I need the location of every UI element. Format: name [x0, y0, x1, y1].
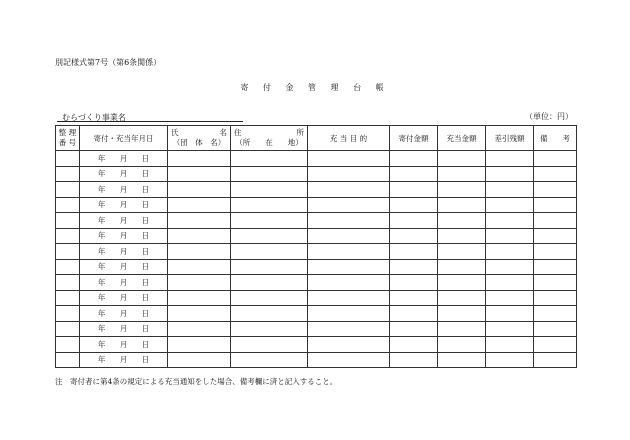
date-cell[interactable]: 年 月 日	[80, 244, 168, 260]
date-cell[interactable]: 年 月 日	[80, 352, 168, 368]
balance-cell[interactable]	[486, 182, 534, 198]
balance-cell[interactable]	[486, 321, 534, 337]
header-address-sub: （所 在 地）	[235, 138, 303, 147]
balance-cell[interactable]	[486, 259, 534, 275]
project-name-label: むらづくり事業名	[62, 113, 126, 122]
number-cell[interactable]	[56, 151, 80, 167]
donation-amount-cell[interactable]	[390, 275, 438, 291]
purpose-cell[interactable]	[308, 259, 390, 275]
name-cell[interactable]	[168, 337, 231, 353]
remarks-cell[interactable]	[534, 290, 577, 306]
table-row	[56, 306, 577, 322]
purpose-cell[interactable]	[308, 228, 390, 244]
number-cell[interactable]	[56, 352, 80, 368]
header-allocated-amount: 充当金額	[438, 126, 486, 151]
name-cell[interactable]	[168, 275, 231, 291]
purpose-cell[interactable]	[308, 166, 390, 182]
purpose-cell[interactable]	[308, 213, 390, 229]
number-cell[interactable]	[56, 166, 80, 182]
remarks-cell[interactable]	[534, 182, 577, 198]
donation-amount-cell[interactable]	[390, 166, 438, 182]
donation-amount-cell[interactable]	[390, 352, 438, 368]
donation-amount-cell[interactable]	[390, 244, 438, 260]
header-address-right: 所	[296, 128, 304, 137]
name-cell[interactable]	[168, 213, 231, 229]
address-cell[interactable]	[231, 151, 308, 167]
header-number-top: 整 理	[58, 128, 77, 137]
remarks-cell[interactable]	[534, 259, 577, 275]
remarks-cell[interactable]	[534, 244, 577, 260]
date-cell[interactable]: 年 月 日	[80, 290, 168, 306]
balance-cell[interactable]	[486, 166, 534, 182]
date-cell[interactable]: 年 月 日	[80, 151, 168, 167]
name-cell[interactable]	[168, 259, 231, 275]
address-cell[interactable]	[231, 337, 308, 353]
unit-label: （単位：円）	[525, 112, 573, 121]
purpose-cell[interactable]	[308, 290, 390, 306]
date-cell[interactable]: 年 月 日	[80, 182, 168, 198]
remarks-cell[interactable]	[534, 228, 577, 244]
header-number-bottom: 番 号	[58, 138, 77, 147]
address-cell[interactable]	[231, 182, 308, 198]
name-cell[interactable]	[168, 166, 231, 182]
balance-cell[interactable]	[486, 352, 534, 368]
donation-amount-cell[interactable]	[390, 306, 438, 322]
header-name	[168, 126, 231, 151]
address-cell[interactable]	[231, 306, 308, 322]
number-cell[interactable]	[56, 306, 80, 322]
date-cell[interactable]: 年 月 日	[80, 166, 168, 182]
number-cell[interactable]	[56, 259, 80, 275]
allocated-amount-cell[interactable]	[438, 259, 486, 275]
address-cell[interactable]	[231, 290, 308, 306]
remarks-cell[interactable]	[534, 275, 577, 291]
balance-cell[interactable]	[486, 244, 534, 260]
name-cell[interactable]	[168, 228, 231, 244]
name-cell[interactable]	[168, 197, 231, 213]
balance-cell[interactable]	[486, 228, 534, 244]
form-number-label: 別記様式第7号（第6条関係）	[55, 58, 162, 67]
table-row	[56, 352, 577, 368]
date-cell[interactable]: 年 月 日	[80, 321, 168, 337]
allocated-amount-cell[interactable]	[438, 337, 486, 353]
ledger-title: 寄 付 金 管 理 台 帳	[240, 83, 390, 92]
date-cell[interactable]: 年 月 日	[80, 197, 168, 213]
remarks-cell[interactable]	[534, 197, 577, 213]
table-row	[56, 244, 577, 260]
date-cell[interactable]: 年 月 日	[80, 213, 168, 229]
address-cell[interactable]	[231, 352, 308, 368]
balance-cell[interactable]	[486, 197, 534, 213]
header-address-left: 住	[234, 128, 242, 137]
table-row	[56, 321, 577, 337]
allocated-amount-cell[interactable]	[438, 275, 486, 291]
table-row	[56, 182, 577, 198]
header-address	[231, 126, 308, 151]
project-name-underline	[57, 121, 243, 122]
donation-amount-cell[interactable]	[390, 259, 438, 275]
number-cell[interactable]	[56, 275, 80, 291]
address-cell[interactable]	[231, 259, 308, 275]
balance-cell[interactable]	[486, 151, 534, 167]
number-cell[interactable]	[56, 182, 80, 198]
name-cell[interactable]	[168, 182, 231, 198]
allocated-amount-cell[interactable]	[438, 213, 486, 229]
donation-amount-cell[interactable]	[390, 213, 438, 229]
name-cell[interactable]	[168, 151, 231, 167]
remarks-cell[interactable]	[534, 213, 577, 229]
number-cell[interactable]	[56, 213, 80, 229]
table-row	[56, 151, 577, 167]
remarks-cell[interactable]	[534, 337, 577, 353]
allocated-amount-cell[interactable]	[438, 244, 486, 260]
balance-cell[interactable]	[486, 275, 534, 291]
date-cell[interactable]: 年 月 日	[80, 337, 168, 353]
address-cell[interactable]	[231, 197, 308, 213]
name-cell[interactable]	[168, 352, 231, 368]
header-name-right: 名	[219, 128, 227, 137]
balance-cell[interactable]	[486, 290, 534, 306]
donation-amount-cell[interactable]	[390, 182, 438, 198]
purpose-cell[interactable]	[308, 197, 390, 213]
purpose-cell[interactable]	[308, 352, 390, 368]
number-cell[interactable]	[56, 290, 80, 306]
header-date: 寄付・充当年月日	[80, 126, 168, 151]
table-row	[56, 197, 577, 213]
donation-amount-cell[interactable]	[390, 290, 438, 306]
donation-ledger-table	[55, 125, 577, 368]
date-cell[interactable]: 年 月 日	[80, 259, 168, 275]
allocated-amount-cell[interactable]	[438, 228, 486, 244]
purpose-cell[interactable]	[308, 337, 390, 353]
table-row	[56, 228, 577, 244]
footnote: 注 寄付者に第4条の規定による充当通知をした場合、備考欄に済と記入すること。	[55, 377, 338, 386]
number-cell[interactable]	[56, 321, 80, 337]
donation-amount-cell[interactable]	[390, 151, 438, 167]
allocated-amount-cell[interactable]	[438, 182, 486, 198]
purpose-cell[interactable]	[308, 275, 390, 291]
address-cell[interactable]	[231, 166, 308, 182]
header-balance: 差引残額	[486, 126, 534, 151]
header-purpose: 充 当 目 的	[308, 126, 390, 151]
header-donation-amount: 寄付金額	[390, 126, 438, 151]
name-cell[interactable]	[168, 290, 231, 306]
allocated-amount-cell[interactable]	[438, 166, 486, 182]
donation-amount-cell[interactable]	[390, 197, 438, 213]
balance-cell[interactable]	[486, 337, 534, 353]
header-row	[56, 126, 577, 151]
allocated-amount-cell[interactable]	[438, 151, 486, 167]
remarks-cell[interactable]	[534, 321, 577, 337]
donation-amount-cell[interactable]	[390, 321, 438, 337]
purpose-cell[interactable]	[308, 321, 390, 337]
header-name-left: 氏	[171, 128, 179, 137]
number-cell[interactable]	[56, 244, 80, 260]
table-row	[56, 290, 577, 306]
header-number	[56, 126, 80, 151]
number-cell[interactable]	[56, 197, 80, 213]
date-cell[interactable]: 年 月 日	[80, 306, 168, 322]
purpose-cell[interactable]	[308, 244, 390, 260]
table-row	[56, 259, 577, 275]
name-cell[interactable]	[168, 306, 231, 322]
header-remarks: 備 考	[534, 126, 577, 151]
allocated-amount-cell[interactable]	[438, 197, 486, 213]
address-cell[interactable]	[231, 321, 308, 337]
allocated-amount-cell[interactable]	[438, 321, 486, 337]
purpose-cell[interactable]	[308, 182, 390, 198]
header-name-sub: （団 体 名）	[172, 138, 226, 147]
balance-cell[interactable]	[486, 213, 534, 229]
table-row	[56, 337, 577, 353]
balance-cell[interactable]	[486, 306, 534, 322]
number-cell[interactable]	[56, 337, 80, 353]
remarks-cell[interactable]	[534, 306, 577, 322]
donation-amount-cell[interactable]	[390, 228, 438, 244]
address-cell[interactable]	[231, 228, 308, 244]
allocated-amount-cell[interactable]	[438, 290, 486, 306]
name-cell[interactable]	[168, 321, 231, 337]
name-cell[interactable]	[168, 244, 231, 260]
allocated-amount-cell[interactable]	[438, 352, 486, 368]
date-cell[interactable]: 年 月 日	[80, 275, 168, 291]
donation-amount-cell[interactable]	[390, 337, 438, 353]
remarks-cell[interactable]	[534, 166, 577, 182]
purpose-cell[interactable]	[308, 151, 390, 167]
table-row	[56, 166, 577, 182]
number-cell[interactable]	[56, 228, 80, 244]
remarks-cell[interactable]	[534, 151, 577, 167]
address-cell[interactable]	[231, 213, 308, 229]
address-cell[interactable]	[231, 275, 308, 291]
table-row	[56, 275, 577, 291]
purpose-cell[interactable]	[308, 306, 390, 322]
allocated-amount-cell[interactable]	[438, 306, 486, 322]
address-cell[interactable]	[231, 244, 308, 260]
table-row	[56, 213, 577, 229]
remarks-cell[interactable]	[534, 352, 577, 368]
date-cell[interactable]: 年 月 日	[80, 228, 168, 244]
